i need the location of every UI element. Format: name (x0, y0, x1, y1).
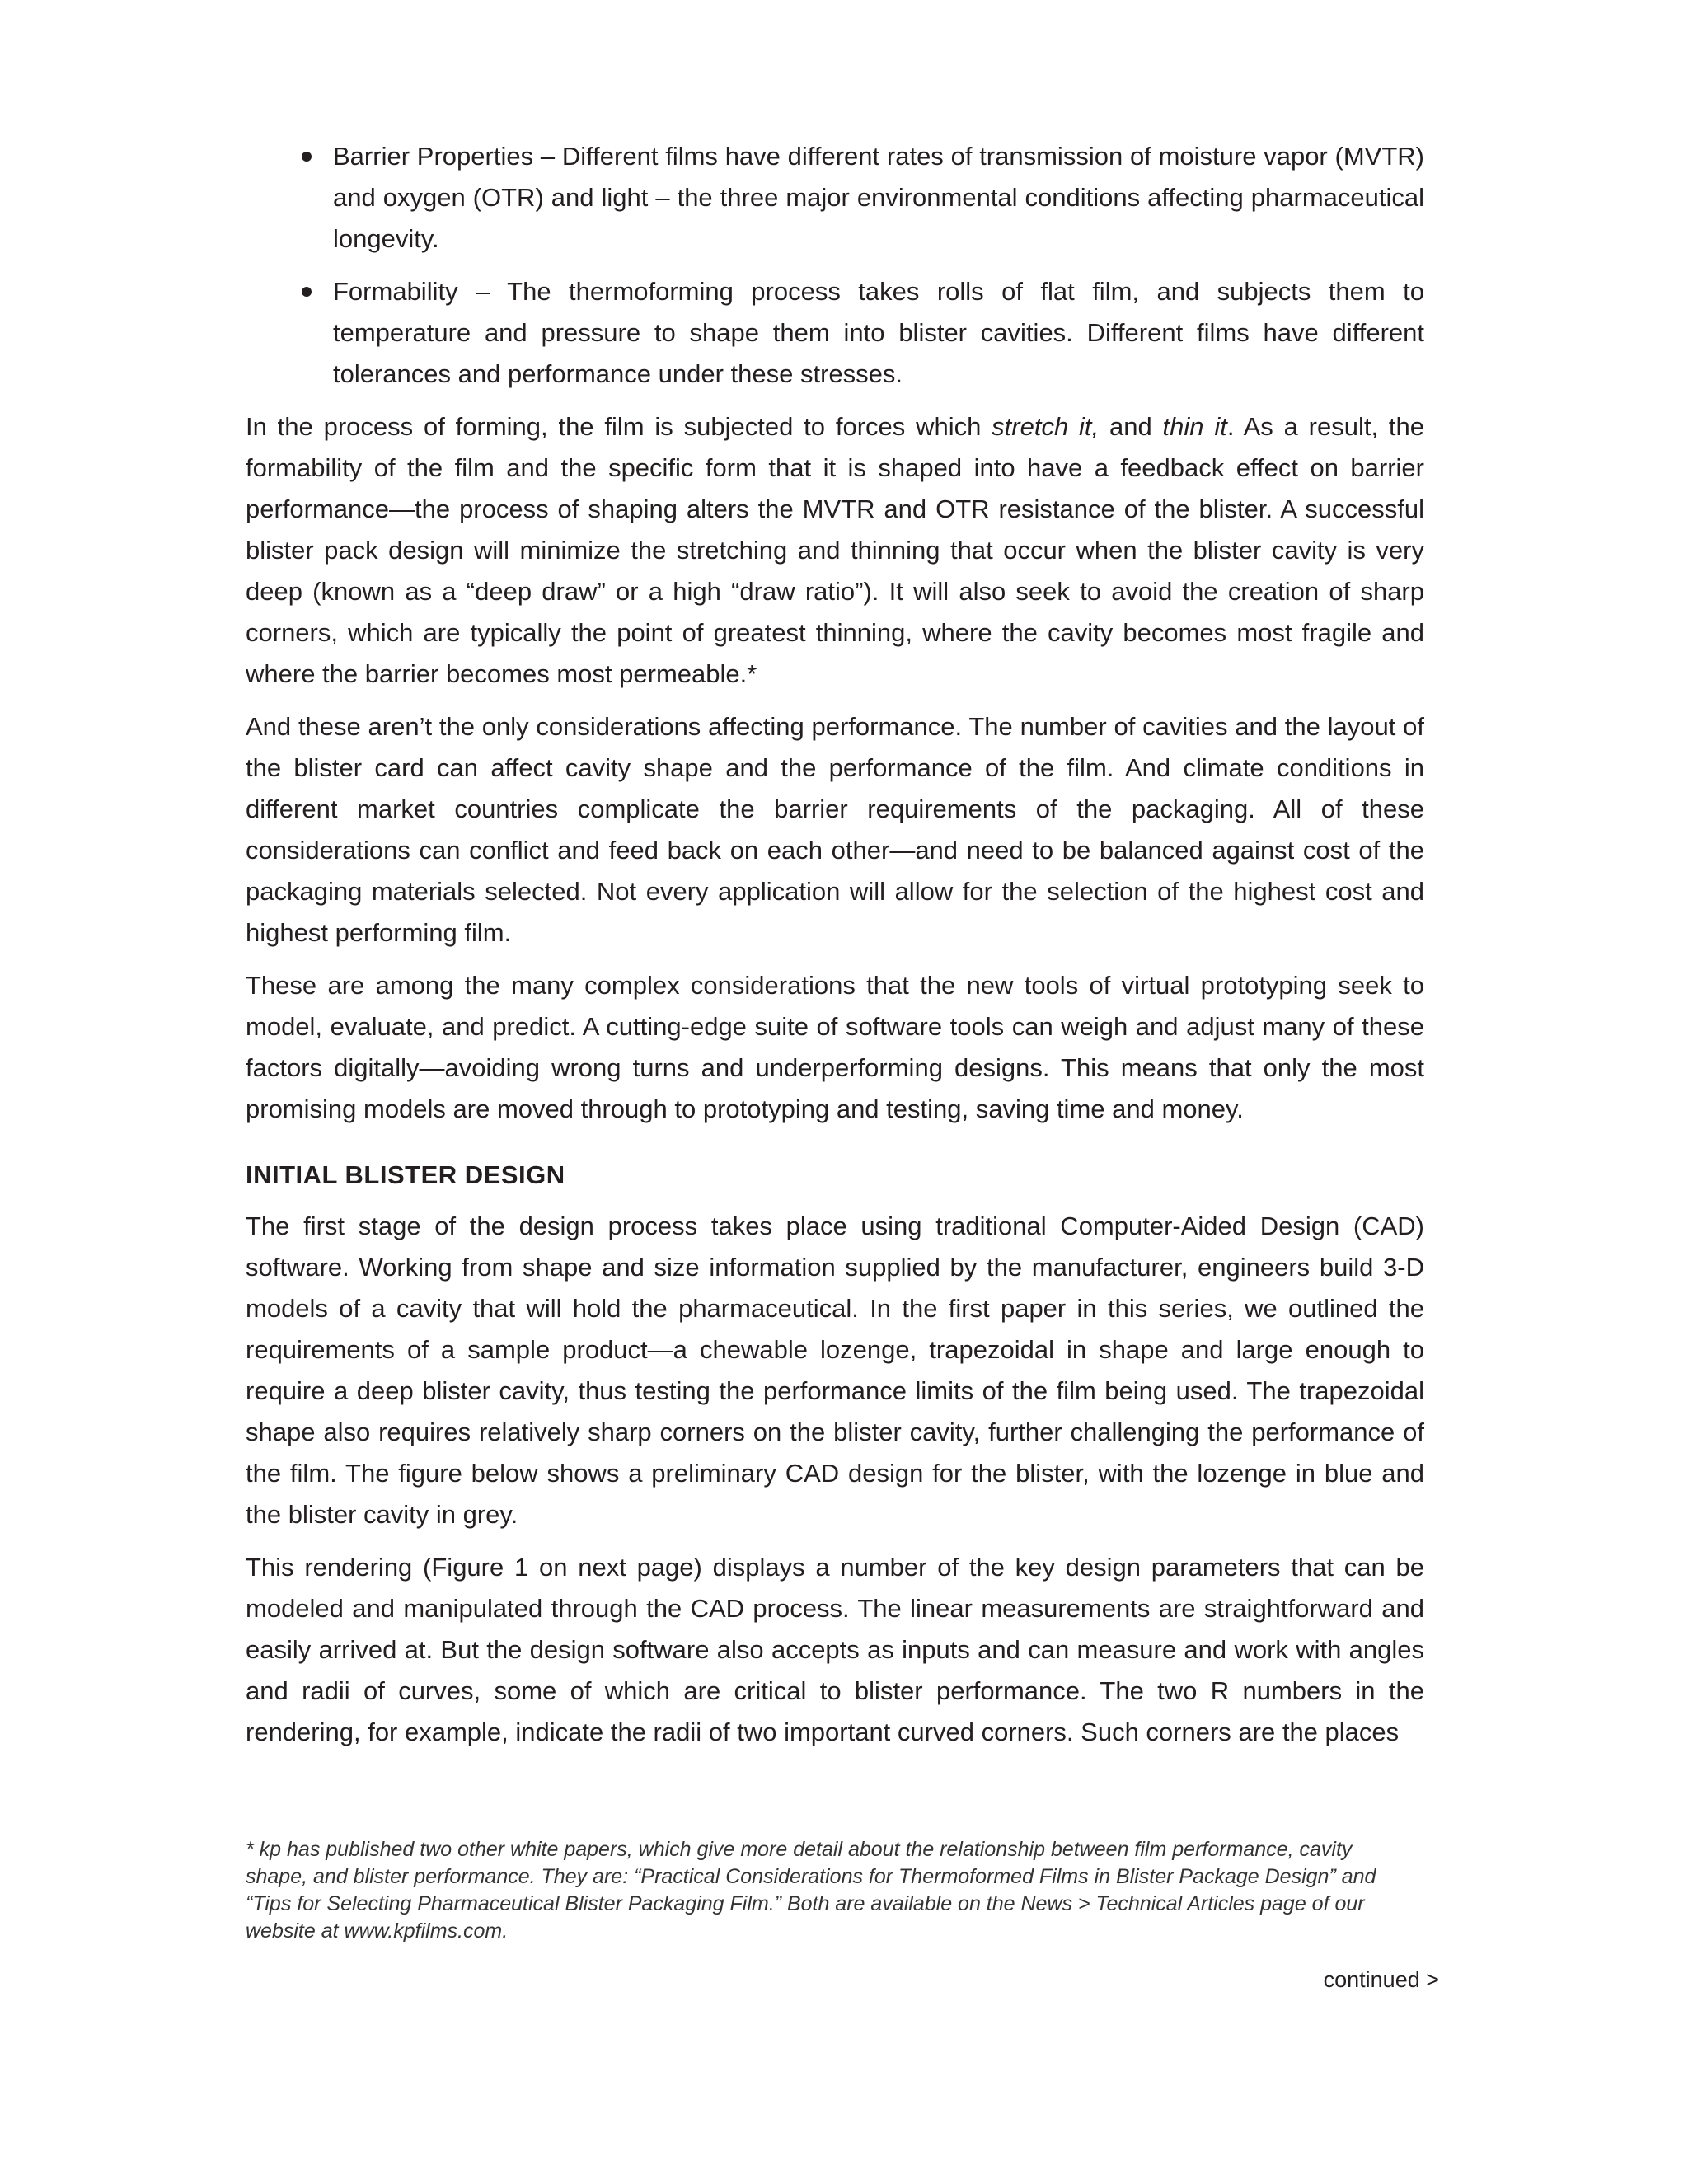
bullet-dot-icon (302, 287, 312, 297)
emphasis-text: thin it (1162, 412, 1227, 441)
section-heading: INITIAL BLISTER DESIGN (246, 1160, 565, 1189)
paragraph-forming (246, 406, 1424, 695)
continued-label: continued > (1323, 1967, 1439, 1992)
bullet-list (246, 136, 1424, 395)
paragraph-virtual-prototyping: These are among the many complex considerations that the new tools of virtual prototyping seek to model, evaluate, and predict. A cutting-edge suite of software tools can weigh and adjust many of these factors digitally—avoiding wrong turns and underperforming designs. This means that only the most promising models are moved through to prototyping and testing, saving time and money. (246, 971, 1424, 1123)
page-content (246, 136, 1424, 1765)
paragraph-considerations: And these aren’t the only considerations affecting performance. The number of cavities and the layout of the blister card can affect cavity shape and the performance of the film. And climate conditions in different market countries complicate the barrier requirements of the packaging. All of these considerations can conflict and feed back on each other—and need to be balanced against cost of the packaging materials selected. Not every application will allow for the selection of the highest cost and highest performing film. (246, 712, 1424, 947)
bullet-term: Barrier Properties (333, 142, 534, 171)
bullet-text: – Different films have different rates of transmission of moisture vapor (MVTR) and oxygen (OTR) and light – the three major environmental conditions affecting pharmaceutical longevity. (333, 142, 1424, 253)
bullet-term: Formability (333, 277, 458, 306)
paragraph-rendering: This rendering (Figure 1 on next page) displays a number of the key design parameters that can be modeled and manipulated through the CAD process. The linear measurements are straightforward and easily arrived at. But the design software also accepts as inputs and can measure and work with angles and radii of curves, some of which are critical to blister performance. The two R numbers in the rendering, for example, indicate the radii of two important curved corners. Such corners are the places (246, 1553, 1424, 1746)
paragraph-text: and (1099, 412, 1163, 441)
footnote: * kp has published two other white papers, which give more detail about the relationship between film performance, cavity shape, and blister performance. They are: “Practical Considerations for Thermoformed Films in Blister Package Design” and “Tips for Selecting Pharmaceutical Blister Packaging Film.” Both are available on the News > Technical Articles page of our website at www.kpfilms.com. (246, 1838, 1376, 1943)
bullet-text: – The thermoforming process takes rolls of flat film, and subjects them to temperature and pressure to shape them into blister cavities. Different films have different tolerances and performance under these stresses. (333, 277, 1424, 388)
paragraph-text: . As a result, the formability of the film and the specific form that it is shaped into have a feedback effect on barrier performance—the process of shaping alters the MVTR and OTR resistance of the blister. A successful blister pack design will minimize the stretching and thinning that occur when the blister cavity is very deep (known as a “deep draw” or a high “draw ratio”). It will also seek to avoid the creation of sharp corners, which are typically the point of greatest thinning, where the cavity becomes most fragile and where the barrier becomes most permeable.* (246, 412, 1424, 688)
bullet-dot-icon (302, 152, 312, 162)
emphasis-text: stretch it, (992, 412, 1100, 441)
paragraph-cad-design: The first stage of the design process takes place using traditional Computer-Aided Design (CAD) software. Working from shape and size information supplied by the manufacturer, engineers build 3-D models of a cavity that will hold the pharmaceutical. In the first paper in this series, we outlined the requirements of a sample product—a chewable lozenge, trapezoidal in shape and large enough to require a deep blister cavity, thus testing the performance limits of the film being used. The trapezoidal shape also requires relatively sharp corners on the blister cavity, further challenging the performance of the film. The figure below shows a preliminary CAD design for the blister, with the lozenge in blue and the blister cavity in grey. (246, 1212, 1424, 1529)
bullet-item-formability (246, 271, 1424, 395)
bullet-item-barrier-properties (246, 136, 1424, 260)
paragraph-text: In the process of forming, the film is subjected to forces which (246, 412, 992, 441)
